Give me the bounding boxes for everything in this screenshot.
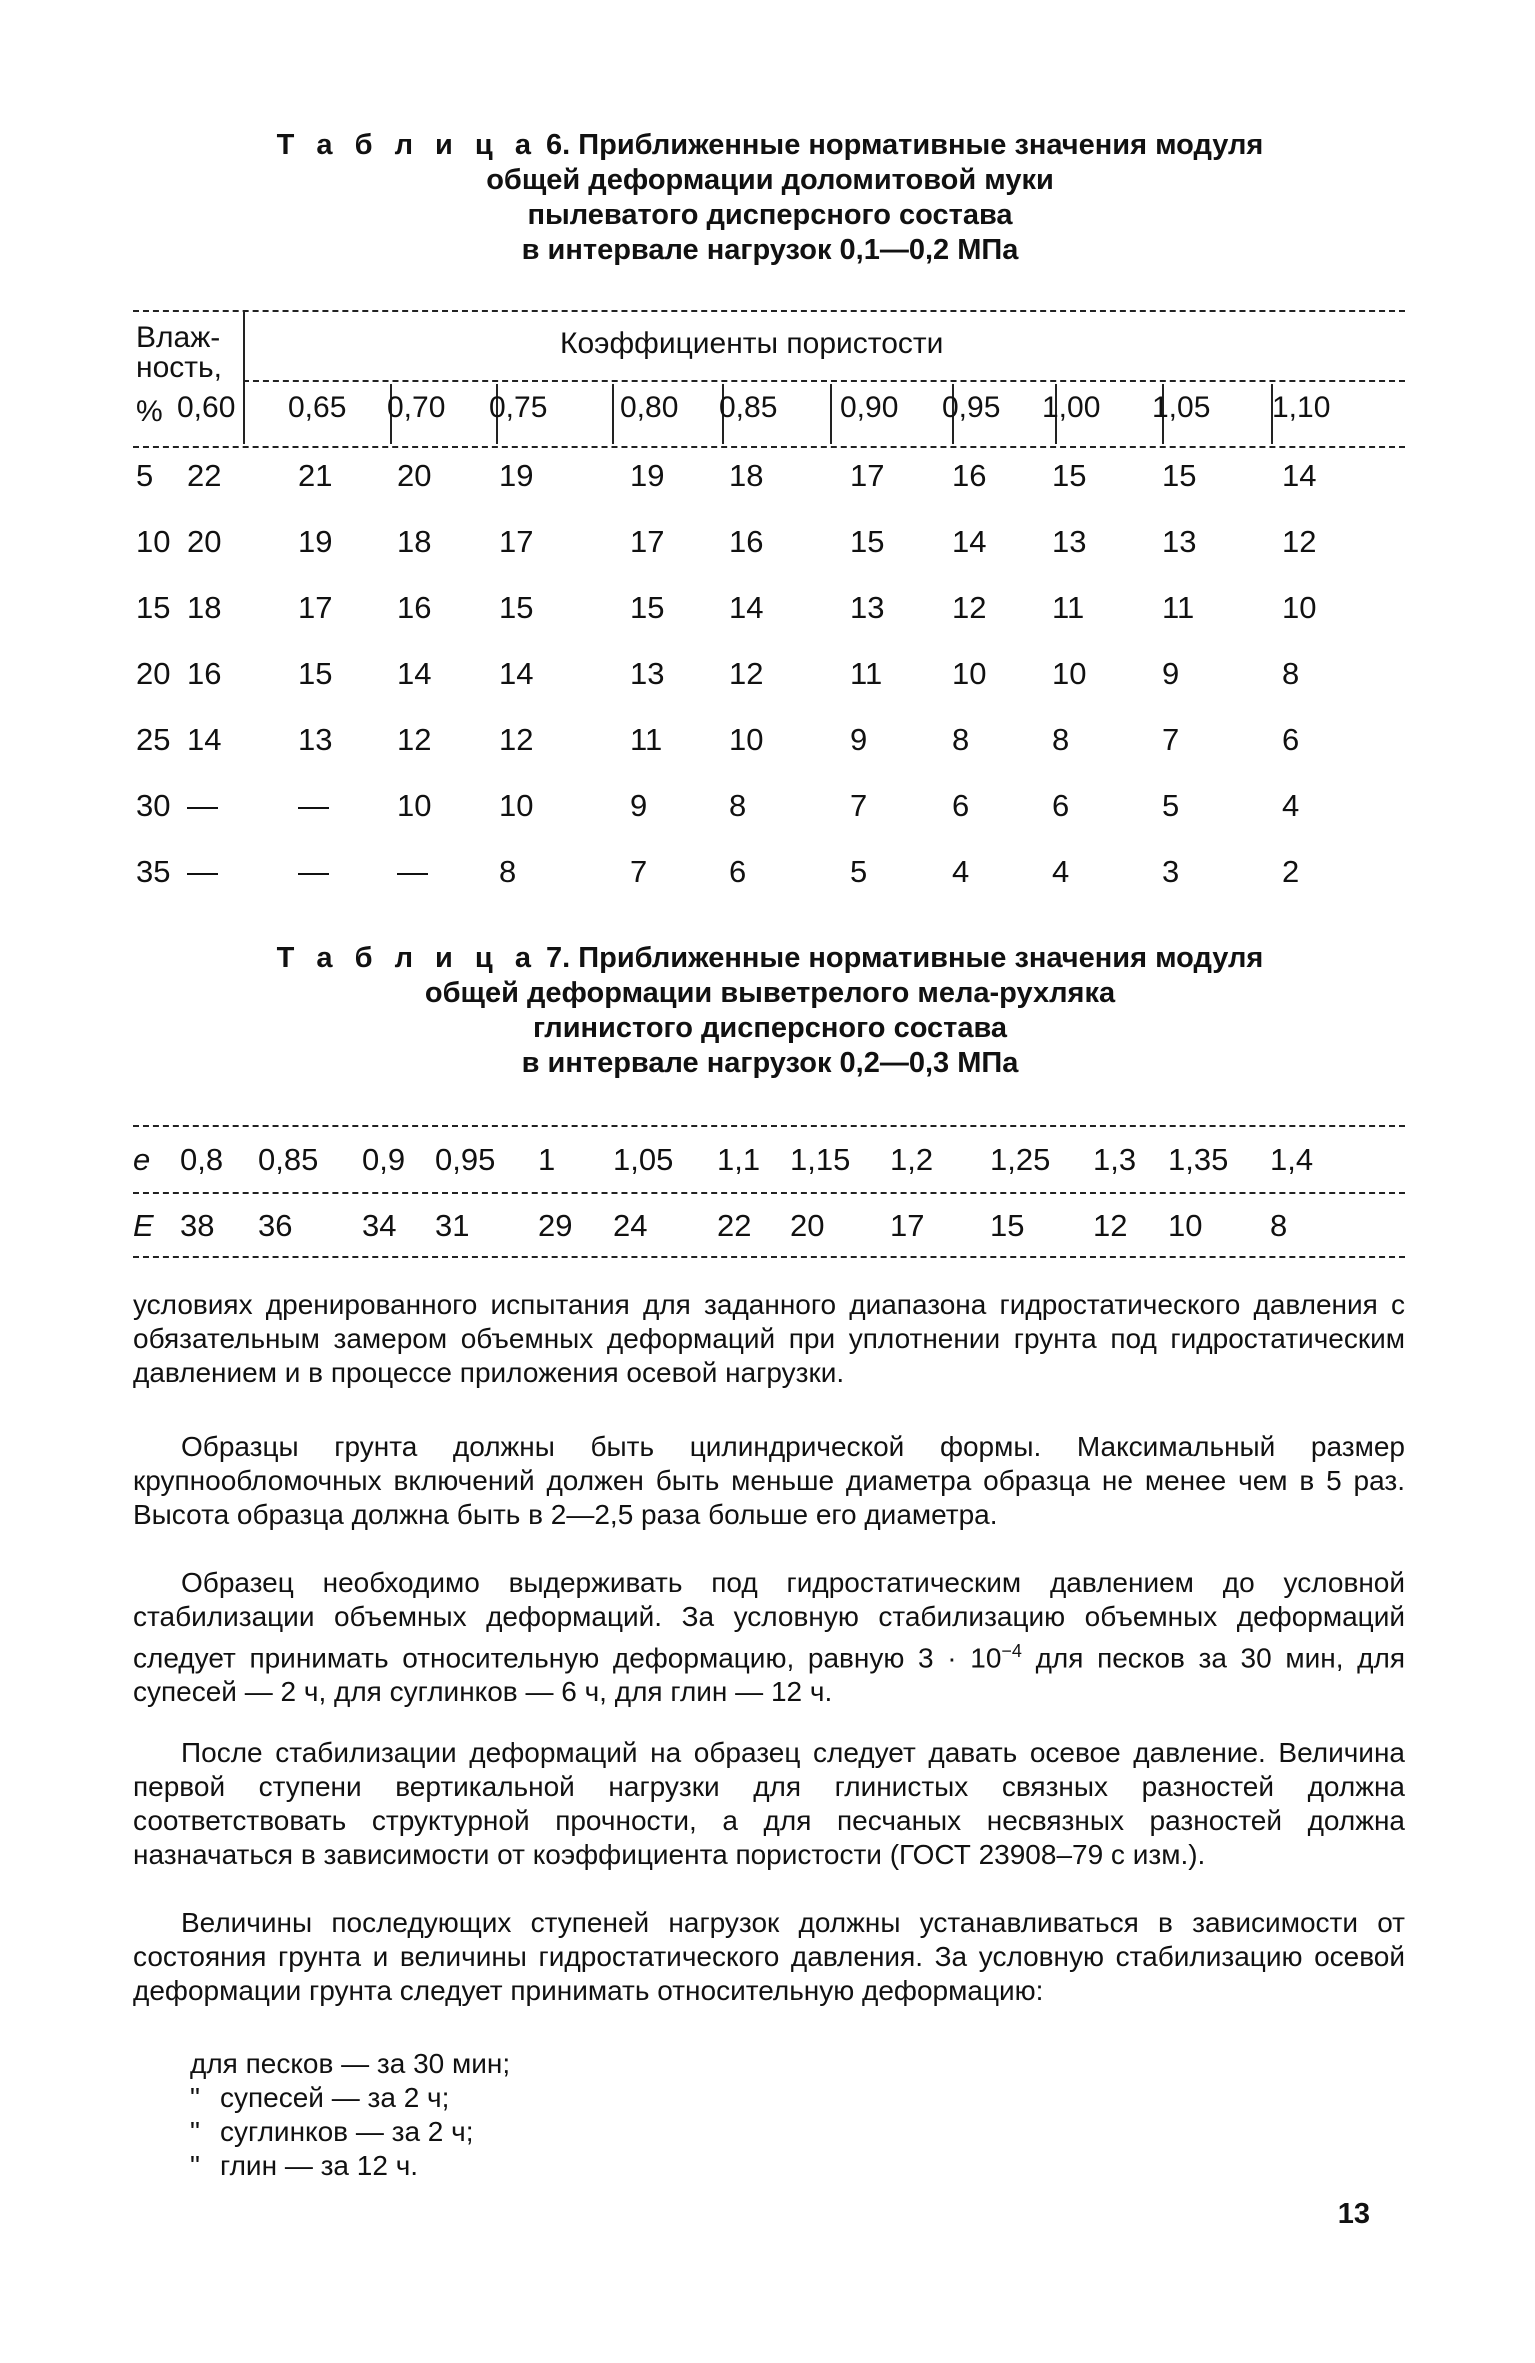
table6-value-cell: 5 — [850, 854, 868, 889]
table6-moisture-cell: 35 — [136, 854, 171, 889]
table6-value-cell: 6 — [952, 788, 970, 823]
table6-moisture-cell: 10 — [136, 524, 171, 559]
table6-header-rule — [133, 446, 1405, 448]
table7-E-cell: 38 — [180, 1208, 215, 1243]
table6-value-cell: 18 — [187, 590, 222, 625]
table6-value-cell: 7 — [630, 854, 648, 889]
table6-value-cell: 17 — [499, 524, 534, 559]
table6-coefficient-header: 0,80 — [620, 391, 679, 424]
table7-e-cell: 1,15 — [790, 1142, 851, 1177]
table6-value-cell: 14 — [1282, 458, 1317, 493]
table7-E-cell: 31 — [435, 1208, 470, 1243]
table6-value-cell: 6 — [729, 854, 747, 889]
table6-value-cell: 8 — [952, 722, 970, 757]
table6-value-cell: 17 — [298, 590, 333, 625]
paragraph-1-text: условиях дренированного испытания для заданного диапазона гидростатического давления с обязательным замером объемных деформаций при уплотнении грунта под гидростатическим давлением и в процессе приложения осевой нагрузки. — [133, 1289, 1405, 1388]
table6-coefficient-header: 0,60 — [177, 391, 236, 424]
table7-e-symbol: e — [133, 1142, 151, 1177]
table6-value-cell: 21 — [298, 458, 333, 493]
paragraph-3-text-b: для песков за 30 мин, для супесей — 2 ч, для суглинков — 6 ч, для глин — 12 ч. — [133, 1642, 1405, 1708]
table7-e-cell: 0,85 — [258, 1142, 319, 1177]
table6-value-cell: 8 — [1282, 656, 1300, 691]
table6-moisture-header-3: % — [136, 395, 163, 428]
table6-value-cell: 16 — [187, 656, 222, 691]
table6-value-cell: 18 — [397, 524, 432, 559]
table6-value-cell: 4 — [1052, 854, 1070, 889]
paragraph-4 — [133, 1736, 1405, 1872]
table6-coefficient-header: 0,90 — [840, 391, 899, 424]
table7-caption-line-4: в интервале нагрузок 0,2—0,3 МПа — [521, 1047, 1019, 1079]
table7-E-cell: 8 — [1270, 1208, 1288, 1243]
paragraph-5-text: Величины последующих ступеней нагрузок должны устанавливаться в зависимости от состояния грунта и величины гидростатического давления. За условную стабилизацию осевой деформации грунта следует принимать относительную деформацию: — [133, 1907, 1405, 2006]
table6-coefficient-header: 1,10 — [1272, 391, 1331, 424]
table7-E-cell: 22 — [717, 1208, 752, 1243]
table6-caption-line-4: в интервале нагрузок 0,1—0,2 МПа — [521, 234, 1019, 266]
table6-coefficient-header: 0,65 — [288, 391, 347, 424]
table6-value-cell: 15 — [298, 656, 333, 691]
table6-caption-label: Т а б л и ц а — [276, 129, 538, 161]
table6-value-cell: 14 — [952, 524, 987, 559]
table7-e-cell: 0,9 — [362, 1142, 406, 1177]
table6-value-cell: 14 — [729, 590, 764, 625]
table6-value-cell: — — [397, 854, 428, 889]
table6-value-cell: 6 — [1052, 788, 1070, 823]
paragraph-3 — [133, 1566, 1405, 1709]
table6-value-cell: 18 — [729, 458, 764, 493]
table6-value-cell: 16 — [952, 458, 987, 493]
table7-e-cell: 1,25 — [990, 1142, 1051, 1177]
table7-e-cell: 0,95 — [435, 1142, 496, 1177]
table6-header-separator — [830, 384, 832, 444]
table6-value-cell: 15 — [1162, 458, 1197, 493]
table6-value-cell: 11 — [630, 722, 663, 757]
table6-value-cell: 9 — [630, 788, 648, 823]
table6-header-separator — [243, 312, 245, 444]
table6-value-cell: 19 — [298, 524, 333, 559]
table6-value-cell: 5 — [1162, 788, 1180, 823]
table6-value-cell: 12 — [499, 722, 534, 757]
table6-value-cell: — — [187, 788, 218, 823]
list-item: для песков — за 30 мин; — [190, 2048, 511, 2079]
table6-value-cell: 12 — [1282, 524, 1317, 559]
list-item: " супесей — за 2 ч; — [190, 2082, 450, 2113]
table7-E-cell: 24 — [613, 1208, 648, 1243]
table6-value-cell: 13 — [1162, 524, 1197, 559]
table6-value-cell: 14 — [187, 722, 222, 757]
table6-value-cell: 7 — [1162, 722, 1180, 757]
table6-value-cell: 16 — [397, 590, 432, 625]
table6-value-cell: 11 — [1162, 590, 1195, 625]
table6-value-cell: 8 — [729, 788, 747, 823]
table6-caption-line-1: Приближенные нормативные значения модуля — [578, 129, 1264, 161]
table6-value-cell: 20 — [397, 458, 432, 493]
table6-value-cell: 15 — [499, 590, 534, 625]
table7-e-cell: 1 — [538, 1142, 556, 1177]
table6-value-cell: 17 — [850, 458, 885, 493]
table7-caption-line-2: общей деформации выветрелого мела-рухляка — [424, 977, 1116, 1009]
table6-value-cell: 13 — [298, 722, 333, 757]
table6-value-cell: 14 — [499, 656, 534, 691]
table7-E-cell: 29 — [538, 1208, 573, 1243]
table6-value-cell: 8 — [1052, 722, 1070, 757]
paragraph-5 — [133, 1906, 1405, 2008]
table6-value-cell: 7 — [850, 788, 868, 823]
page-number: 13 — [1337, 2198, 1370, 2230]
table6-value-cell: — — [298, 854, 329, 889]
deformation-list — [190, 2047, 510, 2183]
table6-value-cell: 6 — [1282, 722, 1300, 757]
table7-E-symbol: E — [133, 1208, 154, 1243]
table7-e-cell: 1,35 — [1168, 1142, 1229, 1177]
table6-moisture-cell: 5 — [136, 458, 154, 493]
table6-value-cell: 10 — [1282, 590, 1317, 625]
table6-value-cell: 10 — [499, 788, 534, 823]
table6-value-cell: 13 — [630, 656, 665, 691]
table6-value-cell: 20 — [187, 524, 222, 559]
table6-value-cell: 16 — [729, 524, 764, 559]
table6-value-cell: 3 — [1162, 854, 1180, 889]
table6-value-cell: 14 — [397, 656, 432, 691]
table6-value-cell: 9 — [850, 722, 868, 757]
table6-value-cell: 13 — [1052, 524, 1087, 559]
table6-caption-number: 6. — [546, 129, 571, 161]
table7-e-cell: 0,8 — [180, 1142, 224, 1177]
table6-coefficient-header: 1,00 — [1042, 391, 1101, 424]
table6-value-cell: 10 — [397, 788, 432, 823]
table7-E-cell: 10 — [1168, 1208, 1203, 1243]
table6-moisture-cell: 15 — [136, 590, 171, 625]
table7-e-cell: 1,3 — [1093, 1142, 1137, 1177]
table6-moisture-cell: 25 — [136, 722, 171, 757]
table6-value-cell: 11 — [850, 656, 883, 691]
table6-caption — [140, 128, 1400, 268]
table6-value-cell: 10 — [1052, 656, 1087, 691]
table6-value-cell: 10 — [952, 656, 987, 691]
paragraph-2 — [133, 1430, 1405, 1532]
table6-value-cell: 4 — [1282, 788, 1300, 823]
table7-E-cell: 36 — [258, 1208, 293, 1243]
table7-E-cell: 12 — [1093, 1208, 1128, 1243]
table6-value-cell: — — [187, 854, 218, 889]
table7-E-cell: 17 — [890, 1208, 925, 1243]
table6-coefficient-header: 0,75 — [489, 391, 548, 424]
list-item: " глин — за 12 ч. — [190, 2150, 419, 2181]
table6-value-cell: 15 — [630, 590, 665, 625]
table6-value-cell: 15 — [850, 524, 885, 559]
table7-E-cell: 15 — [990, 1208, 1025, 1243]
table7-e-cell: 1,05 — [613, 1142, 674, 1177]
table7-E-cell: 20 — [790, 1208, 825, 1243]
table7-caption-line-1: Приближенные нормативные значения модуля — [578, 942, 1264, 974]
table6-moisture-header-1: Влаж- — [136, 321, 221, 354]
table6-value-cell: 8 — [499, 854, 517, 889]
table6-coefficient-header: 0,70 — [387, 391, 446, 424]
table6-value-cell: 12 — [397, 722, 432, 757]
table6-moisture-header-2: ность, — [136, 351, 222, 384]
table6-moisture-cell: 20 — [136, 656, 171, 691]
table7-caption-label: Т а б л и ц а — [276, 942, 538, 974]
table6-value-cell: 17 — [630, 524, 665, 559]
table6-value-cell: 12 — [729, 656, 764, 691]
table6-caption-line-3: пылеватого дисперсного состава — [527, 199, 1013, 231]
table6-value-cell: 19 — [499, 458, 534, 493]
table6-value-cell: 15 — [1052, 458, 1087, 493]
table6-caption-line-2: общей деформации доломитовой муки — [486, 164, 1054, 196]
table6-value-cell: 4 — [952, 854, 970, 889]
paragraph-2-text: Образцы грунта должны быть цилиндрической формы. Максимальный размер крупнообломочных включений должен быть меньше диаметра образца не менее чем в 5 раз. Высота образца должна быть в 2—2,5 раза больше его диаметра. — [133, 1431, 1405, 1530]
table6-group-header: Коэффициенты пористости — [560, 327, 944, 360]
table6-coefficient-header: 1,05 — [1152, 391, 1211, 424]
table7-E-cell: 34 — [362, 1208, 397, 1243]
list-item: " суглинков — за 2 ч; — [190, 2116, 474, 2147]
paragraph-3-exponent: −4 — [1001, 1641, 1022, 1661]
table6-value-cell: 19 — [630, 458, 665, 493]
table6-value-cell: — — [298, 788, 329, 823]
table6-top-rule — [133, 310, 1405, 312]
table6-value-cell: 10 — [729, 722, 764, 757]
table6-value-cell: 22 — [187, 458, 222, 493]
table7-caption-number: 7. — [546, 942, 571, 974]
table6-value-cell: 12 — [952, 590, 987, 625]
paragraph-4-text: После стабилизации деформаций на образец следует давать осевое давление. Величина первой ступени вертикальной нагрузки для глинистых связных разностей должна соответствовать структурной прочности, а для песчаных несвязных разностей должна назначаться в зависимости от коэффициента пористости (ГОСТ 23908–79 с изм.). — [133, 1737, 1405, 1870]
table6-coefficient-header: 0,85 — [719, 391, 778, 424]
table6-moisture-cell: 30 — [136, 788, 171, 823]
table6-value-cell: 9 — [1162, 656, 1180, 691]
table6-value-cell: 13 — [850, 590, 885, 625]
table6-coefficient-header: 0,95 — [942, 391, 1001, 424]
table7-middle-rule — [133, 1192, 1405, 1194]
paragraph-3-text-a: Образец необходимо выдерживать под гидростатическим давлением до условной стабилизации объемных деформаций. За условную стабилизацию объемных деформаций следует принимать относительную деформацию, равную 3 · 10 — [133, 1567, 1405, 1674]
paragraph-1 — [133, 1288, 1405, 1390]
table6-value-cell: 11 — [1052, 590, 1085, 625]
table7-e-cell: 1,2 — [890, 1142, 934, 1177]
table7-caption-line-3: глинистого дисперсного состава — [532, 1012, 1008, 1044]
table7-e-cell: 1,1 — [717, 1142, 761, 1177]
table7-bottom-rule — [133, 1256, 1405, 1258]
table6-header-separator — [612, 384, 614, 444]
table7-e-cell: 1,4 — [1270, 1142, 1314, 1177]
table6-group-rule — [243, 380, 1405, 382]
table6-value-cell: 2 — [1282, 854, 1300, 889]
table7-top-rule — [133, 1125, 1405, 1127]
table7-caption — [140, 941, 1400, 1081]
